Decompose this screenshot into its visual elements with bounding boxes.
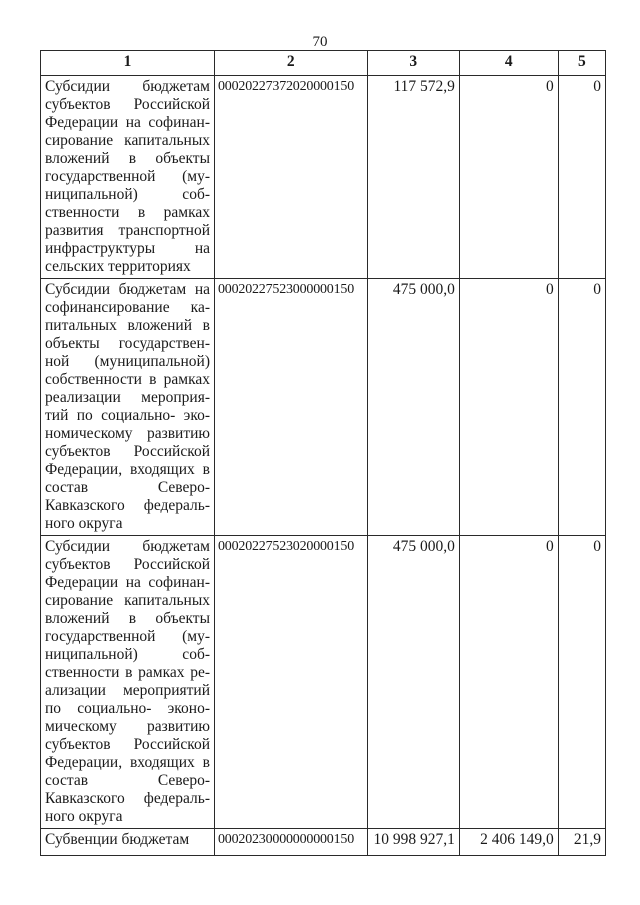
table-row xyxy=(41,279,606,536)
row-value-col4: 0 xyxy=(459,76,558,279)
row-value-col3: 475 000,0 xyxy=(367,279,459,536)
row-description: Субсидии бюджетам субъектов Российской Федерации на софинан-сирование капитальных вложений в объекты государственной (му-ниципальной) соб-ственности в рамках развития транспортной инфраструктуры на сельских территориях xyxy=(41,76,215,279)
page-number: 70 xyxy=(312,34,328,50)
row-description: Субсидии бюджетам субъектов Российской Федерации на софинан-сирование капитальных вложений в объекты государственной (му-ниципальной) соб-ственности в рамках ре-ализации мероприятий по социально- эконо-мическому развитию субъектов Российской Федерации, входящих в состав Северо-Кавказского федераль-ного округа xyxy=(41,536,215,829)
table-row xyxy=(41,76,606,279)
budget-table xyxy=(40,50,606,856)
row-description: Субсидии бюджетам на софинансирование ка-питальных вложений в объекты государствен-ной (муниципальной) собственности в рамках реализации мероприя-тий по социально- эко-номическому развитию субъектов Российской Федерации, входящих в состав Северо-Кавказского федераль-ного округа xyxy=(41,279,215,536)
row-budget-code: 00020227523000000150 xyxy=(215,279,368,536)
table-header-row xyxy=(41,51,606,76)
column-header-3: 3 xyxy=(367,51,459,76)
row-value-col4: 0 xyxy=(459,279,558,536)
row-value-col5: 0 xyxy=(558,279,605,536)
column-header-2: 2 xyxy=(215,51,368,76)
row-value-col5: 0 xyxy=(558,536,605,829)
column-header-1: 1 xyxy=(41,51,215,76)
row-value-col5: 21,9 xyxy=(558,829,605,856)
row-value-col3: 475 000,0 xyxy=(367,536,459,829)
row-budget-code: 00020227372020000150 xyxy=(215,76,368,279)
column-header-5: 5 xyxy=(558,51,605,76)
row-budget-code: 00020230000000000150 xyxy=(215,829,368,856)
row-value-col5: 0 xyxy=(558,76,605,279)
row-value-col3: 10 998 927,1 xyxy=(367,829,459,856)
row-value-col4: 0 xyxy=(459,536,558,829)
column-header-4: 4 xyxy=(459,51,558,76)
row-description: Субвенции бюджетам xyxy=(41,829,215,856)
row-budget-code: 00020227523020000150 xyxy=(215,536,368,829)
row-value-col4: 2 406 149,0 xyxy=(459,829,558,856)
row-value-col3: 117 572,9 xyxy=(367,76,459,279)
table-row xyxy=(41,829,606,856)
table-row xyxy=(41,536,606,829)
